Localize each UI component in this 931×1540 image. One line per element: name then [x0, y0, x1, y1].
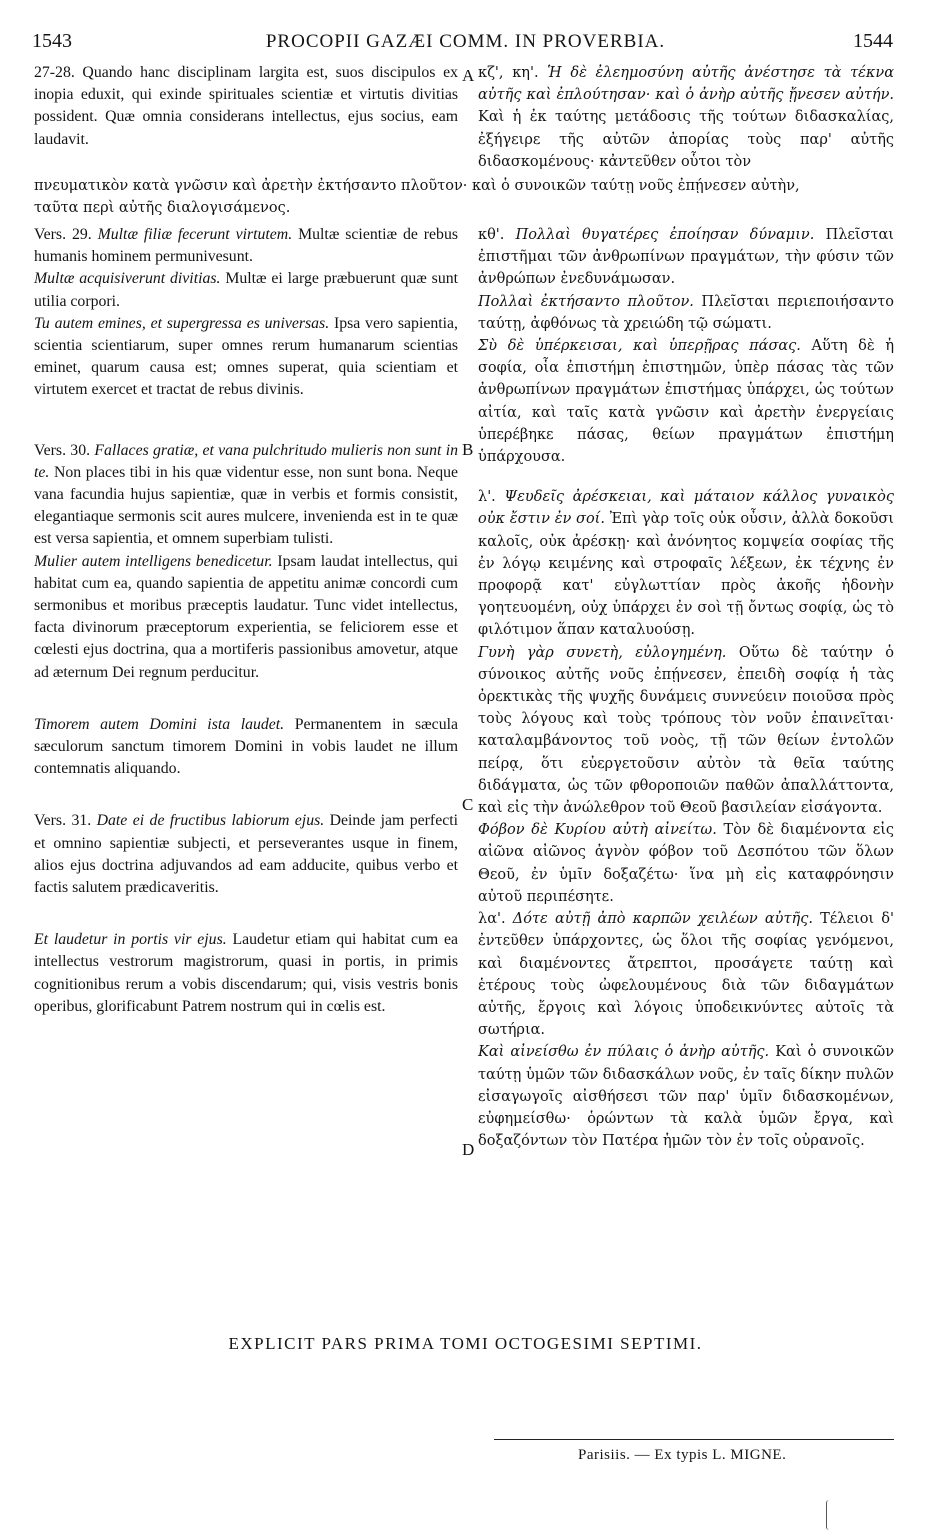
verse-lemma: Πολλαὶ ἐκτήσαντο πλοῦτον.: [478, 293, 694, 310]
latin-paragraph: [34, 810, 458, 899]
verse-commentary: Πλεῖσται ἐπιστῆμαι τῶν ἀνθρωπίνων πραγμάτων, τὴν φύσιν τῶν ἀνθρώπων ἐνεδυνάμωσαν.: [478, 227, 894, 288]
explicit-line: EXPLICIT PARS PRIMA TOMI OCTOGESIMI SEPTIMI.: [228, 1334, 703, 1353]
greek-paragraph: [478, 335, 894, 468]
margin-letter-b: B: [462, 440, 474, 459]
latin-paragraph: [34, 268, 458, 312]
verse-commentary: Αὕτη δὲ ἡ σοφία, οἷα ἐπιστήμη ἐπιστημῶν, ὑπὲρ πάσας τὰς τῶν ἀνθρωπίνων πραγμάτων ἐπιστήμας ὑπάρχει, ὡς τούτων αἰτία, καὶ ταῖς κατὰ γνῶσιν καὶ ἀρετὴν ἐνεργείαις ὑπερέβηκε πάσας, θείων πραγμάτων ἐπιστήμη ὑπάρχουσα.: [478, 338, 895, 466]
verse-commentary: Permanentem in sæcula sæculorum sanctum timorem Domini in vobis laudet ne illum contemnatis aliquando.: [34, 715, 458, 778]
verse-lemma: Multæ acquisiverunt divitias.: [34, 270, 221, 288]
greek-paragraph: [478, 62, 894, 174]
latin-paragraph: [34, 440, 458, 551]
greek-column: [478, 62, 894, 1152]
verse-lemma: Καὶ αἰνείσθω ἐν πύλαις ὁ ἀνὴρ αὐτῆς.: [478, 1044, 770, 1061]
verse-commentary: Ἐπὶ γὰρ τοῖς οὐκ οὖσιν, ἀλλὰ δοκοῦσι καλοῖς, οὐκ ἀρέσκῃ· καὶ ἀνόνητος κομψεία σοφίας τῆς ἐν λόγῳ κειμένης καὶ στροφαῖς λέξεων, ἐκ τέχνης ἐν προφορᾷ κατ' εὐγλωττίαν πρὸς ἀκοῆς ἡδονὴν γοητευομένη, οὐχ ὑπάρχει ἐν σοὶ τῇ ὄντως σοφίᾳ, ὡς τὸ φιλότιμον ἅπαν καταλυούσῃ.: [478, 511, 894, 639]
latin-paragraph: 27-28. Quando hanc disciplinam largita est, suos discipulos ex inopia eduxit, qui exinde spirituales scientiæ et virtutis divitias possident. Quæ omnia considerans intellectus, ejus socius, eam laudavit.: [34, 64, 458, 148]
printer-imprint: Parisiis. — Ex typis L. MIGNE.: [578, 1447, 787, 1463]
verse-commentary: Τὸν δὲ διαμένοντα εἰς αἰῶνα αἰῶνος ἁγνὸν φόβον τοῦ Δεσπότου τῶν ὅλων Θεοῦ, ἐν ὑμῖν δοξαζέτω· ἵνα μὴ εἰς καταφρόνησιν αὐτοῦ περιπέσητε.: [478, 822, 895, 905]
latin-paragraph: [34, 313, 458, 402]
verse-label: Vers. 29.: [34, 226, 92, 243]
verse-commentary: Deinde jam perfecti et omnino sapientiæ subjecti, et perseverantes usque in finem, alios ejus doctrina adjuvandos ad eam adducite, quibus verbo et factis salutem prædicaveritis.: [34, 812, 458, 897]
latin-paragraph: [34, 224, 458, 268]
running-title: PROCOPII GAZÆI COMM. IN PROVERBIA.: [265, 31, 666, 52]
greek-paragraph: [478, 908, 894, 1041]
verse-lemma: Fallaces gratiæ, et vana pulchritudo mulieris non sunt in te.: [34, 441, 458, 481]
verse-commentary: Οὕτω δὲ ταύτην ὁ σύνοικος αὐτῆς νοῦς ἐπῄνεσεν, ἐπειδὴ σοφίᾳ ἡ τὰς ὀρεκτικὰς τῆς ψυχῆς δυνάμεις συννεύειν ποιοῦσα πρὸς τοὺς λόγους καὶ τοὺς τρόπους τὸν νοῦν ἐπαινεῖται· καταλαμβάνοντος τοῦ νοὸς, τῇ τῶν θείων ἐντολῶν πείρᾳ, ὅτι εὐεργετοῦσιν αὐτὸν τὰ θεῖα ταύτης διδάγματα, ὡς τῶν φθοροποιῶν παθῶν ἀπαλλάττοντα, καὶ εἰς τὴν ἀνώλεθρον τοῦ Θεοῦ βασιλείαν εἰσάγοντα.: [478, 644, 894, 817]
margin-letter-c: C: [462, 795, 474, 814]
greek-paragraph: [478, 1041, 894, 1152]
verse-lemma: Ἡ δὲ ἐλεημοσύνη αὐτῆς ἀνέστησε τὰ τέκνα αὐτῆς καὶ ἐπλούτησαν· καὶ ὁ ἀνὴρ αὐτῆς ᾔνεσεν αὐτήν.: [478, 65, 894, 104]
latin-paragraph: [34, 929, 458, 1018]
footer-rule: [494, 1439, 894, 1440]
verse-commentary: Ipsa vero sapientia, scientia scientiarum, super omnes rerum humanarum scientias eminet, quarum causa est; omnes superat, quia scientiam et virtutem exercet et tractat de rebus divinis.: [34, 314, 458, 399]
verse-commentary: Τέλειοι δ' ἐντεῦθεν ὑπάρχοντες, ὡς ὅλοι τῆς σοφίας γενόμενοι, καὶ διαμένοντες ἄτρεπτοι, προσάγετε ταύτῃ καὶ ἑτέρους τοὺς ὠφελουμένους διὰ τῶν διδαγμάτων αὐτῆς, ἔργοις καὶ λόγοις ὑποδεικνύντες αὐτοῖς τὰ σωτήρια.: [478, 911, 895, 1039]
greek-wide-line: ταῦτα περὶ αὐτῆς διαλογισάμενος.: [34, 200, 291, 216]
running-header: [0, 30, 931, 56]
verse-label: Vers. 30.: [34, 441, 91, 459]
verse-commentary: Πλεῖσται περιεποιήσαντο ταύτῃ, ἀφθόνως τὰ χρειώδη τῷ σώματι.: [478, 293, 894, 332]
greek-wide-line: πνευματικὸν κατὰ γνῶσιν καὶ ἀρετὴν ἐκτήσαντο πλοῦτον· καὶ ὁ συνοικῶν ταύτῃ νοῦς ἐπῄνεσεν αὐτὴν,: [34, 178, 800, 194]
verse-lemma: Mulier autem intelligens benedicetur.: [34, 552, 273, 570]
verse-lemma: Γυνὴ γὰρ συνετὴ, εὐλογημένη.: [478, 644, 727, 661]
verse-lemma: Σὺ δὲ ὑπέρκεισαι, καὶ ὑπερῇρας πάσας.: [478, 338, 801, 355]
verse-commentary: Καὶ ἡ ἐκ ταύτης μετάδοσις τῆς τούτων διδασκαλίας, ἐξήγειρε τῆς αὐτῶν ἀπορίας τοὺς παρ' αὐτῆς διδασκομένους· κἀντεῦθεν οὗτοι τὸν: [478, 109, 894, 170]
latin-paragraph: [34, 714, 458, 781]
verse-lemma: Date ei de fructibus labiorum ejus.: [96, 812, 325, 830]
verse-commentary: Multæ ei large præbuerunt quæ sunt utilia corpori.: [34, 270, 459, 310]
ink-mark: [826, 1500, 833, 1530]
verse-lemma: Tu autem emines, et supergressa es universas.: [34, 314, 330, 332]
verse-commentary: Ipsam laudat intellectus, qui habitat cum ea, quando sapientia de appetitu animæ concordi cum sermonibus et moribus præceptis laudatur. Tunc videt intellectus, facta divinorum præceptorum experientia, se feliciorem esse et cœlesti ejus doctrina, qua a mortiferis passionibus amovetur, atque ad æternum Dei regnum perducitur.: [34, 552, 458, 681]
page-number-right: 1544: [853, 30, 893, 52]
verse-label: λ'.: [478, 489, 496, 506]
verse-lemma: Πολλαὶ θυγατέρες ἐποίησαν δύναμιν.: [515, 227, 815, 243]
verse-commentary: Καὶ ὁ συνοικῶν ταύτῃ ὑμῶν τῶν διδασκάλων νοῦς, ἐν ταῖς δίκην πυλῶν εἰσαγωγοῖς αἰσθήσεσι τῶν παρ' ὑμῖν διδασκομένων, εὐφημείσθω· ὁρώντων τὰ καλὰ ὑμῶν ἔργα, καὶ δοξαζόντων τὸν Πατέρα ἡμῶν τὸν ἐν τοῖς οὐρανοῖς.: [478, 1044, 895, 1150]
verse-label: κζ', κη'.: [478, 65, 539, 81]
verse-lemma: Timorem autem Domini ista laudet.: [34, 715, 285, 733]
greek-paragraph: [478, 819, 894, 908]
verse-commentary: Laudetur etiam qui habitat cum ea intellectus vestrorum magistrorum, quasi in portis, in primis cognitionibus rerum a vobis discendarum; qui, visis vestris bonis operibus, glorificabunt Patrem nostrum qui in cœlis est.: [34, 931, 459, 1015]
verse-lemma: Φόβον δὲ Κυρίου αὐτὴ αἰνείτω.: [478, 822, 717, 839]
verse-commentary: Non places tibi in his quæ videntur esse, non sunt bona. Neque vana facundia hujus sapientiæ, quæ in verbis et formis consistit, elegantiaque sermonis scit aures mulcere, invenienda est in te quæ est versa sapientia, et omnem superbiam tulisti.: [34, 463, 459, 548]
verse-lemma: Multæ filiæ fecerunt virtutem.: [97, 226, 293, 243]
greek-paragraph: [478, 291, 894, 335]
verse-label: Vers. 31.: [34, 812, 92, 830]
greek-paragraph: [478, 486, 894, 641]
verse-label: κθ'.: [478, 227, 505, 243]
verse-commentary: Multæ scientiæ de rebus humanis hominem permunivesunt.: [34, 226, 458, 266]
margin-letter-a: A: [462, 66, 475, 85]
greek-paragraph: [478, 642, 894, 820]
latin-paragraph: [34, 551, 458, 684]
verse-lemma: Et laudetur in portis vir ejus.: [34, 931, 227, 949]
verse-label: λα'.: [478, 911, 506, 928]
verse-lemma: Ψευδεῖς ἀρέσκειαι, καὶ μάταιον κάλλος γυναικὸς οὐκ ἔστιν ἐν σοί.: [478, 489, 895, 528]
margin-letter-d: D: [462, 1140, 475, 1159]
greek-paragraph: [478, 224, 894, 291]
page-number-left: 1543: [32, 30, 72, 52]
verse-lemma: Δότε αὐτῇ ἀπὸ καρπῶν χειλέων αὐτῆς.: [512, 911, 813, 928]
